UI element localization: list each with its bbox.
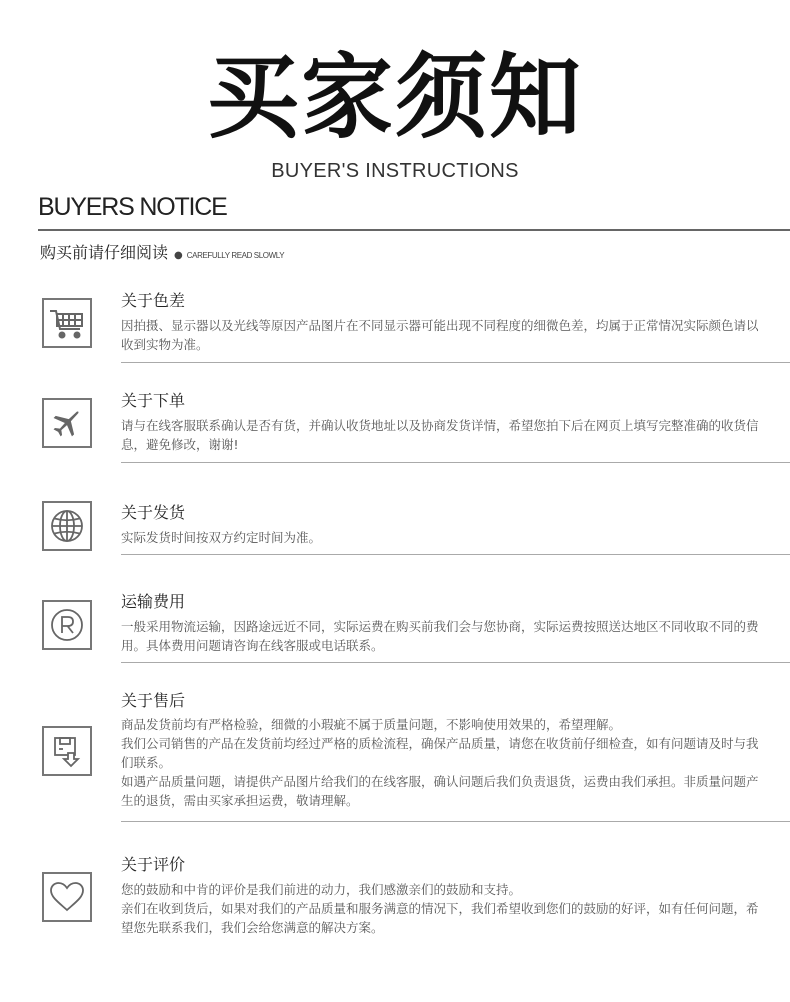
section-title: 关于发货 <box>121 503 186 522</box>
section-divider <box>121 462 790 463</box>
section-line: 请与在线客服联系确认是否有货，并确认收货地址以及协商发货详情，希望您拍下后在网页上填写完整准确的收货信息，避免修改，谢谢! <box>121 418 759 452</box>
section-title: 关于评价 <box>121 855 186 874</box>
section-divider <box>121 821 790 822</box>
section-title: 关于下单 <box>121 391 186 410</box>
section-line: 实际发货时间按双方约定时间为准。 <box>121 530 322 545</box>
section-line: 因拍摄、显示器以及光线等原因产品图片在不同显示器可能出现不同程度的细微色差，均属于正常情况实际颜色请以收到实物为准。 <box>121 318 759 352</box>
section-body <box>121 617 766 655</box>
read-carefully-en: CAREFULLY READ SLOWLY <box>186 251 285 260</box>
read-carefully-caption <box>40 240 284 263</box>
return-box-icon <box>42 726 92 776</box>
section-line: 商品发货前均有严格检验，细微的小瑕疵不属于质量问题，不影响使用效果的，希望理解。 <box>121 717 622 732</box>
section-body <box>121 528 766 547</box>
bullet-dot: ● <box>174 250 183 261</box>
section-title: 运输费用 <box>121 592 186 611</box>
section-body <box>121 316 766 354</box>
section-title: 关于色差 <box>121 291 186 310</box>
section-body <box>121 880 766 937</box>
section-divider <box>121 362 790 363</box>
page-subtitle: BUYER'S INSTRUCTIONS <box>271 160 519 182</box>
header-divider <box>38 229 790 231</box>
page-title: 买家须知 <box>206 44 583 151</box>
section-line: 您的鼓励和中肯的评价是我们前进的动力，我们感激亲们的鼓励和支持。 <box>121 882 522 897</box>
airplane-icon <box>42 398 92 448</box>
section-line: 一般采用物流运输，因路途远近不同，实际运费在购买前我们会与您协商，实际运费按照送达地区不同收取不同的费用。具体费用问题请咨询在线客服或电话联系。 <box>121 619 759 653</box>
section-divider <box>121 554 790 555</box>
heart-icon <box>42 872 92 922</box>
section-title: 关于售后 <box>121 691 186 710</box>
section-body <box>121 416 766 454</box>
section-line: 如遇产品质量问题，请提供产品图片给我们的在线客服，确认问题后我们负责退货，运费由我们承担。非质量问题产生的退货，需由买家承担运费，敬请理解。 <box>121 774 759 808</box>
section-line: 我们公司销售的产品在发货前均经过严格的质检流程，确保产品质量，请您在收货前仔细检查，如有问题请及时与我们联系。 <box>121 736 759 770</box>
globe-icon <box>42 501 92 551</box>
section-line: 亲们在收到货后，如果对我们的产品质量和服务满意的情况下，我们希望收到您们的鼓励的好评，如有任何问题，希望您先联系我们，我们会给您满意的解决方案。 <box>121 901 759 935</box>
section-body <box>121 715 766 810</box>
registered-icon <box>42 600 92 650</box>
section-divider <box>121 662 790 663</box>
read-carefully-cn: 购买前请仔细阅读 <box>40 243 169 262</box>
shopping-cart-icon <box>42 298 92 348</box>
notice-heading: BUYERS NOTICE <box>38 193 227 221</box>
